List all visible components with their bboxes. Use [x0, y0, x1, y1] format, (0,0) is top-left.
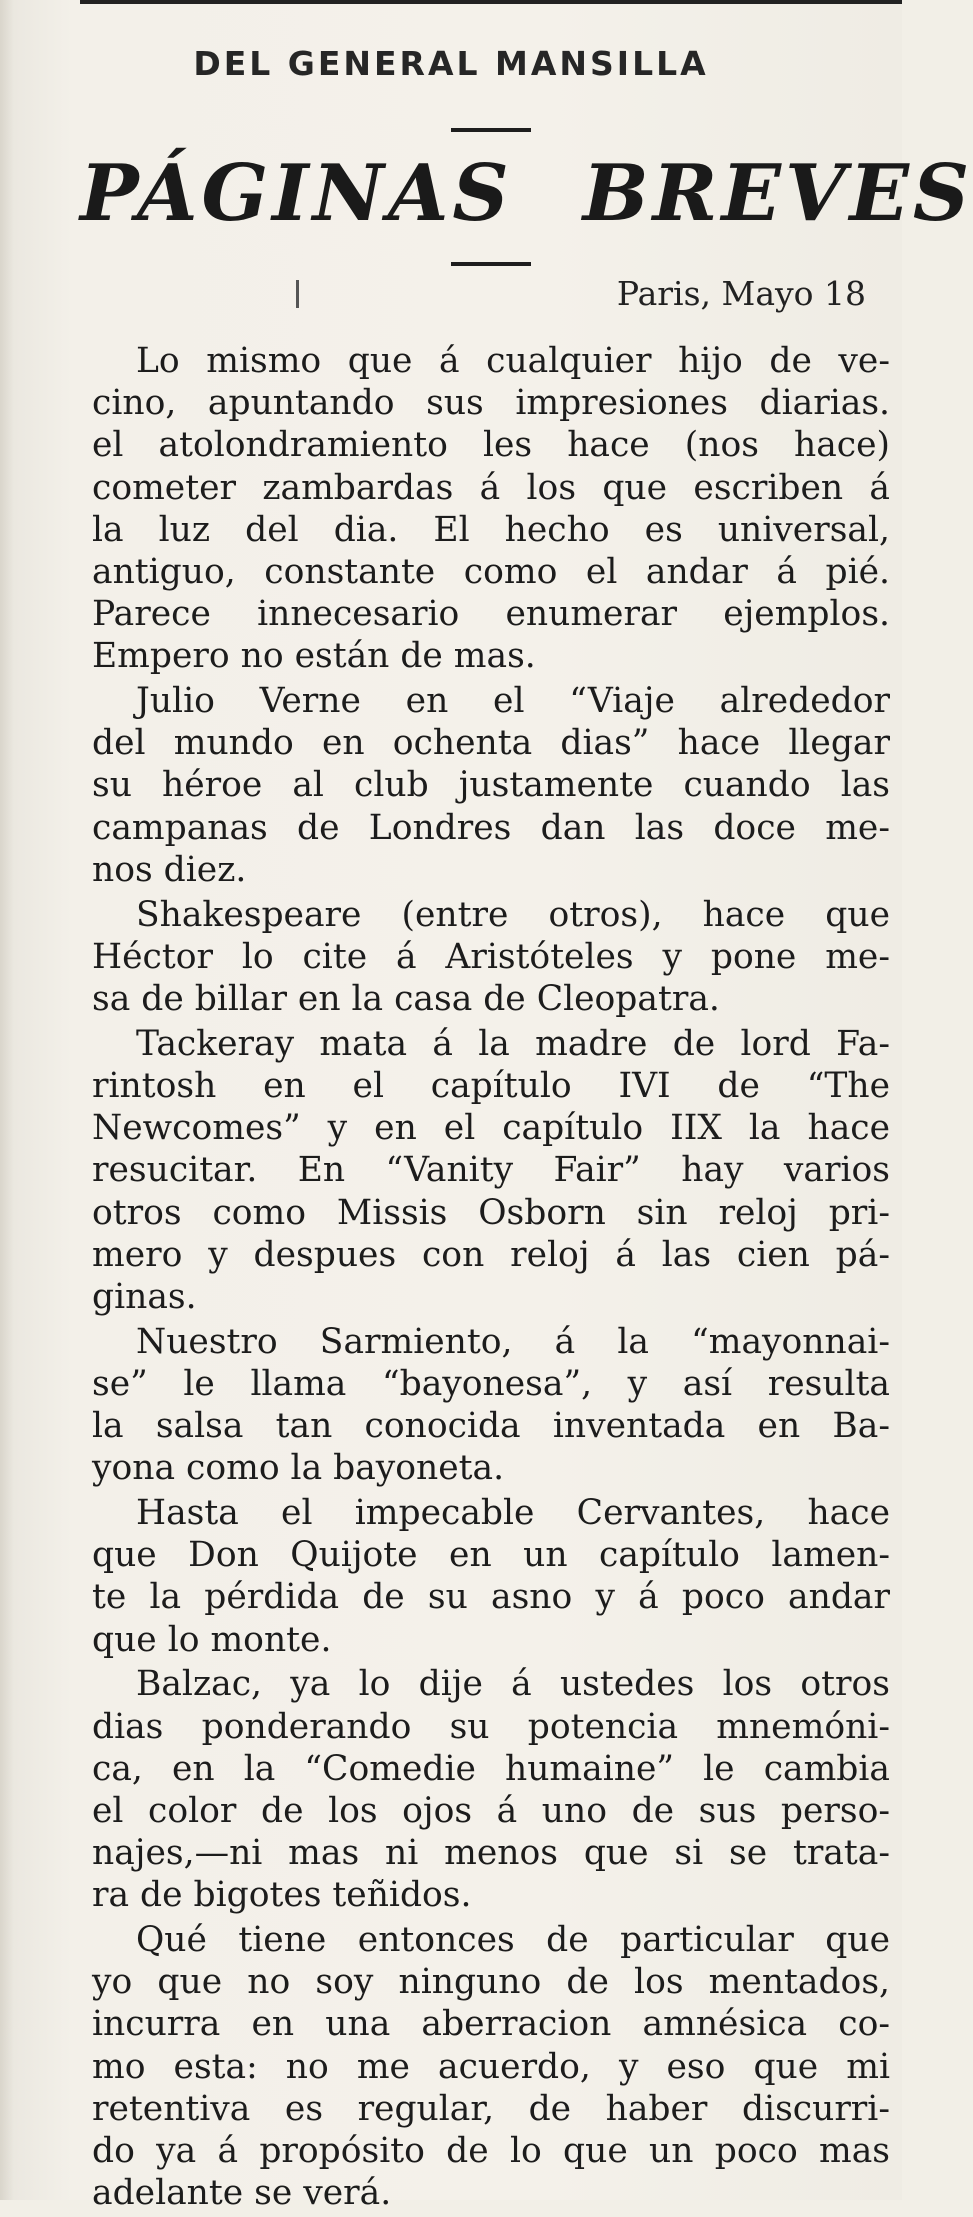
text-line: ra de bigotes teñidos. [92, 1875, 472, 1916]
text-line: Empero no están de mas. [92, 636, 536, 677]
paper-edge [0, 0, 14, 2200]
article-paragraph [92, 1663, 890, 1916]
text-line: dias ponderando su potencia mnemóni- [92, 1706, 890, 1747]
text-line: que Don Quijote en un capítulo lamen- [92, 1535, 890, 1576]
article-paragraph [92, 1919, 890, 2214]
text-line: Tackeray mata á la madre de lord Fa- [136, 1023, 890, 1064]
article-body [92, 340, 890, 2217]
text-line: rintosh en el capítulo IVI de “The [92, 1065, 890, 1106]
article-paragraph [92, 1492, 890, 1661]
text-line: Hasta el impecable Cervantes, hace [136, 1493, 890, 1534]
text-line: adelante se verá. [92, 2173, 392, 2214]
text-line: najes,—ni mas ni menos que si se trata- [92, 1833, 890, 1874]
text-line: cino, apuntando sus impresiones diarias. [92, 383, 890, 424]
page-title [80, 148, 973, 239]
text-line: que lo monte. [92, 1619, 332, 1660]
text-line: otros como Missis Osborn sin reloj pri- [92, 1192, 890, 1233]
text-line: la salsa tan conocida inventada en Ba- [92, 1406, 890, 1447]
text-line: se” le llama “bayonesa”, y así resulta [92, 1363, 890, 1404]
article-paragraph [92, 894, 890, 1021]
text-line: incurra en una aberracion amnésica co- [92, 2004, 890, 2045]
article-paragraph [92, 680, 890, 891]
text-line: su héroe al club justamente cuando las [92, 765, 890, 806]
text-line: el color de los ojos á uno de sus perso- [92, 1790, 890, 1831]
text-line: el atolondramiento les hace (nos hace) [92, 425, 890, 466]
text-line: mo esta: no me acuerdo, y eso que mi [92, 2046, 890, 2087]
text-line: te la pérdida de su asno y á poco andar [92, 1577, 890, 1618]
text-line: Balzac, ya lo dije á ustedes los otros [136, 1664, 890, 1705]
text-line: la luz del dia. El hecho es universal, [92, 509, 890, 550]
text-line: sa de billar en la casa de Cleopatra. [92, 979, 720, 1019]
text-line: nos diez. [92, 849, 247, 890]
text-line: yo que no soy ninguno de los mentados, [92, 1962, 890, 2003]
text-line: Qué tiene entonces de particular que [136, 1920, 890, 1961]
text-line: campanas de Londres dan las doce me- [92, 807, 890, 848]
text-line: Nuestro Sarmiento, á la “mayonnai- [136, 1321, 890, 1362]
title-word-1: PÁGINAS [80, 148, 513, 239]
text-line: ginas. [92, 1276, 197, 1317]
text-line: Parece innecesario enumerar ejemplos. [92, 594, 890, 635]
text-line: Newcomes” y en el capítulo IIX la hace [92, 1108, 890, 1149]
article-paragraph [92, 1023, 890, 1318]
text-line: Julio Verne en el “Viaje alrededor [136, 681, 890, 722]
divider-rule-bottom [451, 262, 531, 266]
column-kicker: DEL GENERAL MANSILLA [193, 44, 709, 83]
text-line: retentiva es regular, de haber discurri- [92, 2088, 890, 2129]
article-paragraph [92, 1321, 890, 1490]
text-line: yona como la bayoneta. [92, 1448, 505, 1489]
text-line: Lo mismo que á cualquier hijo de ve- [136, 341, 890, 381]
text-line: resucitar. En “Vanity Fair” hay varios [92, 1150, 890, 1191]
text-line: do ya á propósito de lo que un poco mas [92, 2131, 890, 2172]
divider-rule-top [451, 128, 531, 132]
text-line: Héctor lo cite á Aristóteles y pone me- [92, 936, 890, 977]
text-line: mero y despues con reloj á las cien pá- [92, 1234, 890, 1275]
top-rule [80, 0, 902, 4]
text-line: antiguo, constante como el andar á pié. [92, 551, 890, 592]
dateline: Paris, Mayo 18 [616, 274, 866, 313]
text-line: ca, en la “Comedie humaine” le cambia [92, 1748, 890, 1789]
ink-mark [296, 280, 299, 308]
text-line: cometer zambardas á los que escriben á [92, 467, 890, 508]
article-paragraph [92, 340, 890, 678]
title-word-2: BREVES [582, 148, 973, 239]
text-line: Shakespeare (entre otros), hace que [136, 894, 890, 935]
text-line: del mundo en ochenta dias” hace llegar [92, 723, 890, 764]
